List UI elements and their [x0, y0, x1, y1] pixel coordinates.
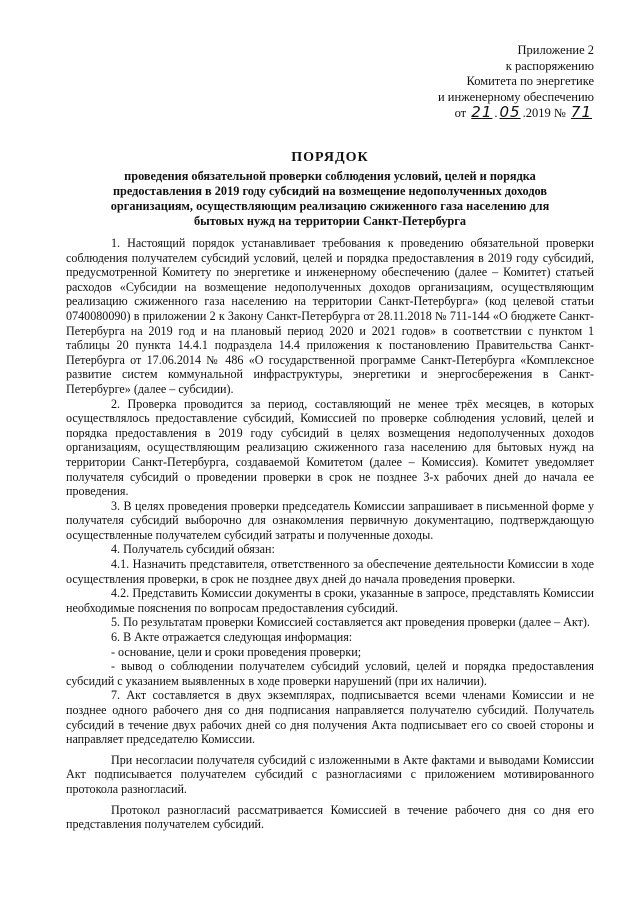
appendix-line-2: к распоряжению — [505, 58, 594, 73]
paragraph-7: 7. Акт составляется в двух экземплярах, подписывается всеми членами Комиссии и не позднее одного рабочего дня со дня подписания направляется получателю субсидий. Получатель субсидий в течение двух рабочих дней со дня получения Акта подписывает его со своей стороны и направляет председателю Комиссии. — [66, 688, 594, 747]
appendix-line-1: Приложение 2 — [517, 43, 594, 57]
date-prefix: от — [454, 106, 467, 120]
document-body — [66, 236, 594, 832]
document-title: ПОРЯДОК — [291, 150, 369, 165]
document-subtitle: проведения обязательной проверки соблюдения условий, целей и порядка предоставления в 2019 году субсидий на возмещение недополученных доходов организациям, осуществляющим реализацию сжиженного газа населению для бытовых нужд на территории Санкт-Петербурга — [110, 169, 550, 228]
paragraph-4-2: 4.2. Представить Комиссии документы в сроки, указанные в запросе, представлять Комиссии необходимые пояснения по вопросам предоставления субсидий. — [66, 586, 594, 615]
paragraph-3: 3. В целях проведения проверки председатель Комиссии запрашивает в письменной форме у получателя субсидий выборочно для ознакомления первичную документацию, подтверждающую осуществленные получателем субсидий затраты и полученные доходы. — [66, 498, 594, 542]
appendix-line-3: Комитета по энергетике — [466, 74, 594, 88]
paragraph-4: 4. Получатель субсидий обязан: — [111, 542, 275, 557]
list-item-conclusion: - вывод о соблюдении получателем субсидий условий, целей и порядка предоставления субсидий с указанием выявленных в ходе проверки нарушений (при их наличии). — [66, 659, 594, 688]
appendix-date-line — [438, 105, 594, 122]
date-year: .2019 № — [522, 106, 566, 120]
appendix-line-4: и инженерному обеспечению — [437, 89, 594, 104]
list-item-basis: - основание, цели и сроки проведения проверки; — [111, 644, 362, 659]
date-day-handwritten: 21 — [471, 103, 493, 121]
appendix-header — [438, 43, 594, 122]
date-month-handwritten: 05 — [499, 103, 521, 121]
paragraph-2: 2. Проверка проводится за период, составляющий не менее трёх месяцев, в которых осуществлялось предоставление субсидий, Комиссией по проверке соблюдения условий, целей и порядка предоставления в 2019 году субсидий в целях возмещения недополученных доходов организациям, осуществляющим реализацию сжиженного газа населению для бытовых нужд на территории Санкт-Петербурга, создаваемой Комитетом (далее – Комиссия). Комитет уведомляет получателя субсидий о проведении проверки в срок не позднее 3-х рабочих дней до начала ее проведения. — [66, 396, 594, 499]
date-separator: . — [494, 106, 498, 120]
paragraph-disagreement: При несогласии получателя субсидий с изложенными в Акте фактами и выводами Комиссии Акт подписывается получателем субсидий с разногласиями с приложением мотивированного протокола разногласий. — [66, 752, 594, 796]
paragraph-4-1: 4.1. Назначить представителя, ответственного за обеспечение деятельности Комиссии в ходе осуществления проверки, в срок не позднее двух дней до начала проведения проверки. — [66, 557, 594, 586]
doc-number-handwritten: 71 — [570, 103, 592, 121]
paragraph-protocol: Протокол разногласий рассматривается Комиссией в течение рабочего дня со дня его представления получателем субсидий. — [66, 802, 594, 832]
paragraph-5: 5. По результатам проверки Комиссией составляется акт проведения проверки (далее – Акт). — [111, 615, 590, 630]
paragraph-1: 1. Настоящий порядок устанавливает требования к проведению обязательной проверки соблюдения получателем субсидий условий, целей и порядка предоставления в 2019 году субсидий, предусмотренной Комитету по энергетике и инженерному обеспечению (далее – Комитет) статьей расходов «Субсидии на возмещение недополученных доходов организациям, осуществляющим реализацию сжиженного газа населению на территории Санкт-Петербурга» (код целевой статьи 0740080090) в приложении 2 к Закону Санкт-Петербурга от 28.11.2018 № 711-144 «О бюджете Санкт-Петербурга на 2019 год и на плановый период 2020 и 2021 годов» в соответствии с пунктом 1 таблицы 20 пункта 14.4.1 подраздела 14.4 приложения к постановлению Правительства Санкт-Петербурга от 17.06.2014 № 486 «О государственной программе Санкт-Петербурга «Комплексное развитие систем коммунальной инфраструктуры, энергетики и энергосбережения в Санкт-Петербурге» (далее – субсидии). — [66, 236, 594, 396]
paragraph-6: 6. В Акте отражается следующая информация: — [111, 630, 353, 645]
